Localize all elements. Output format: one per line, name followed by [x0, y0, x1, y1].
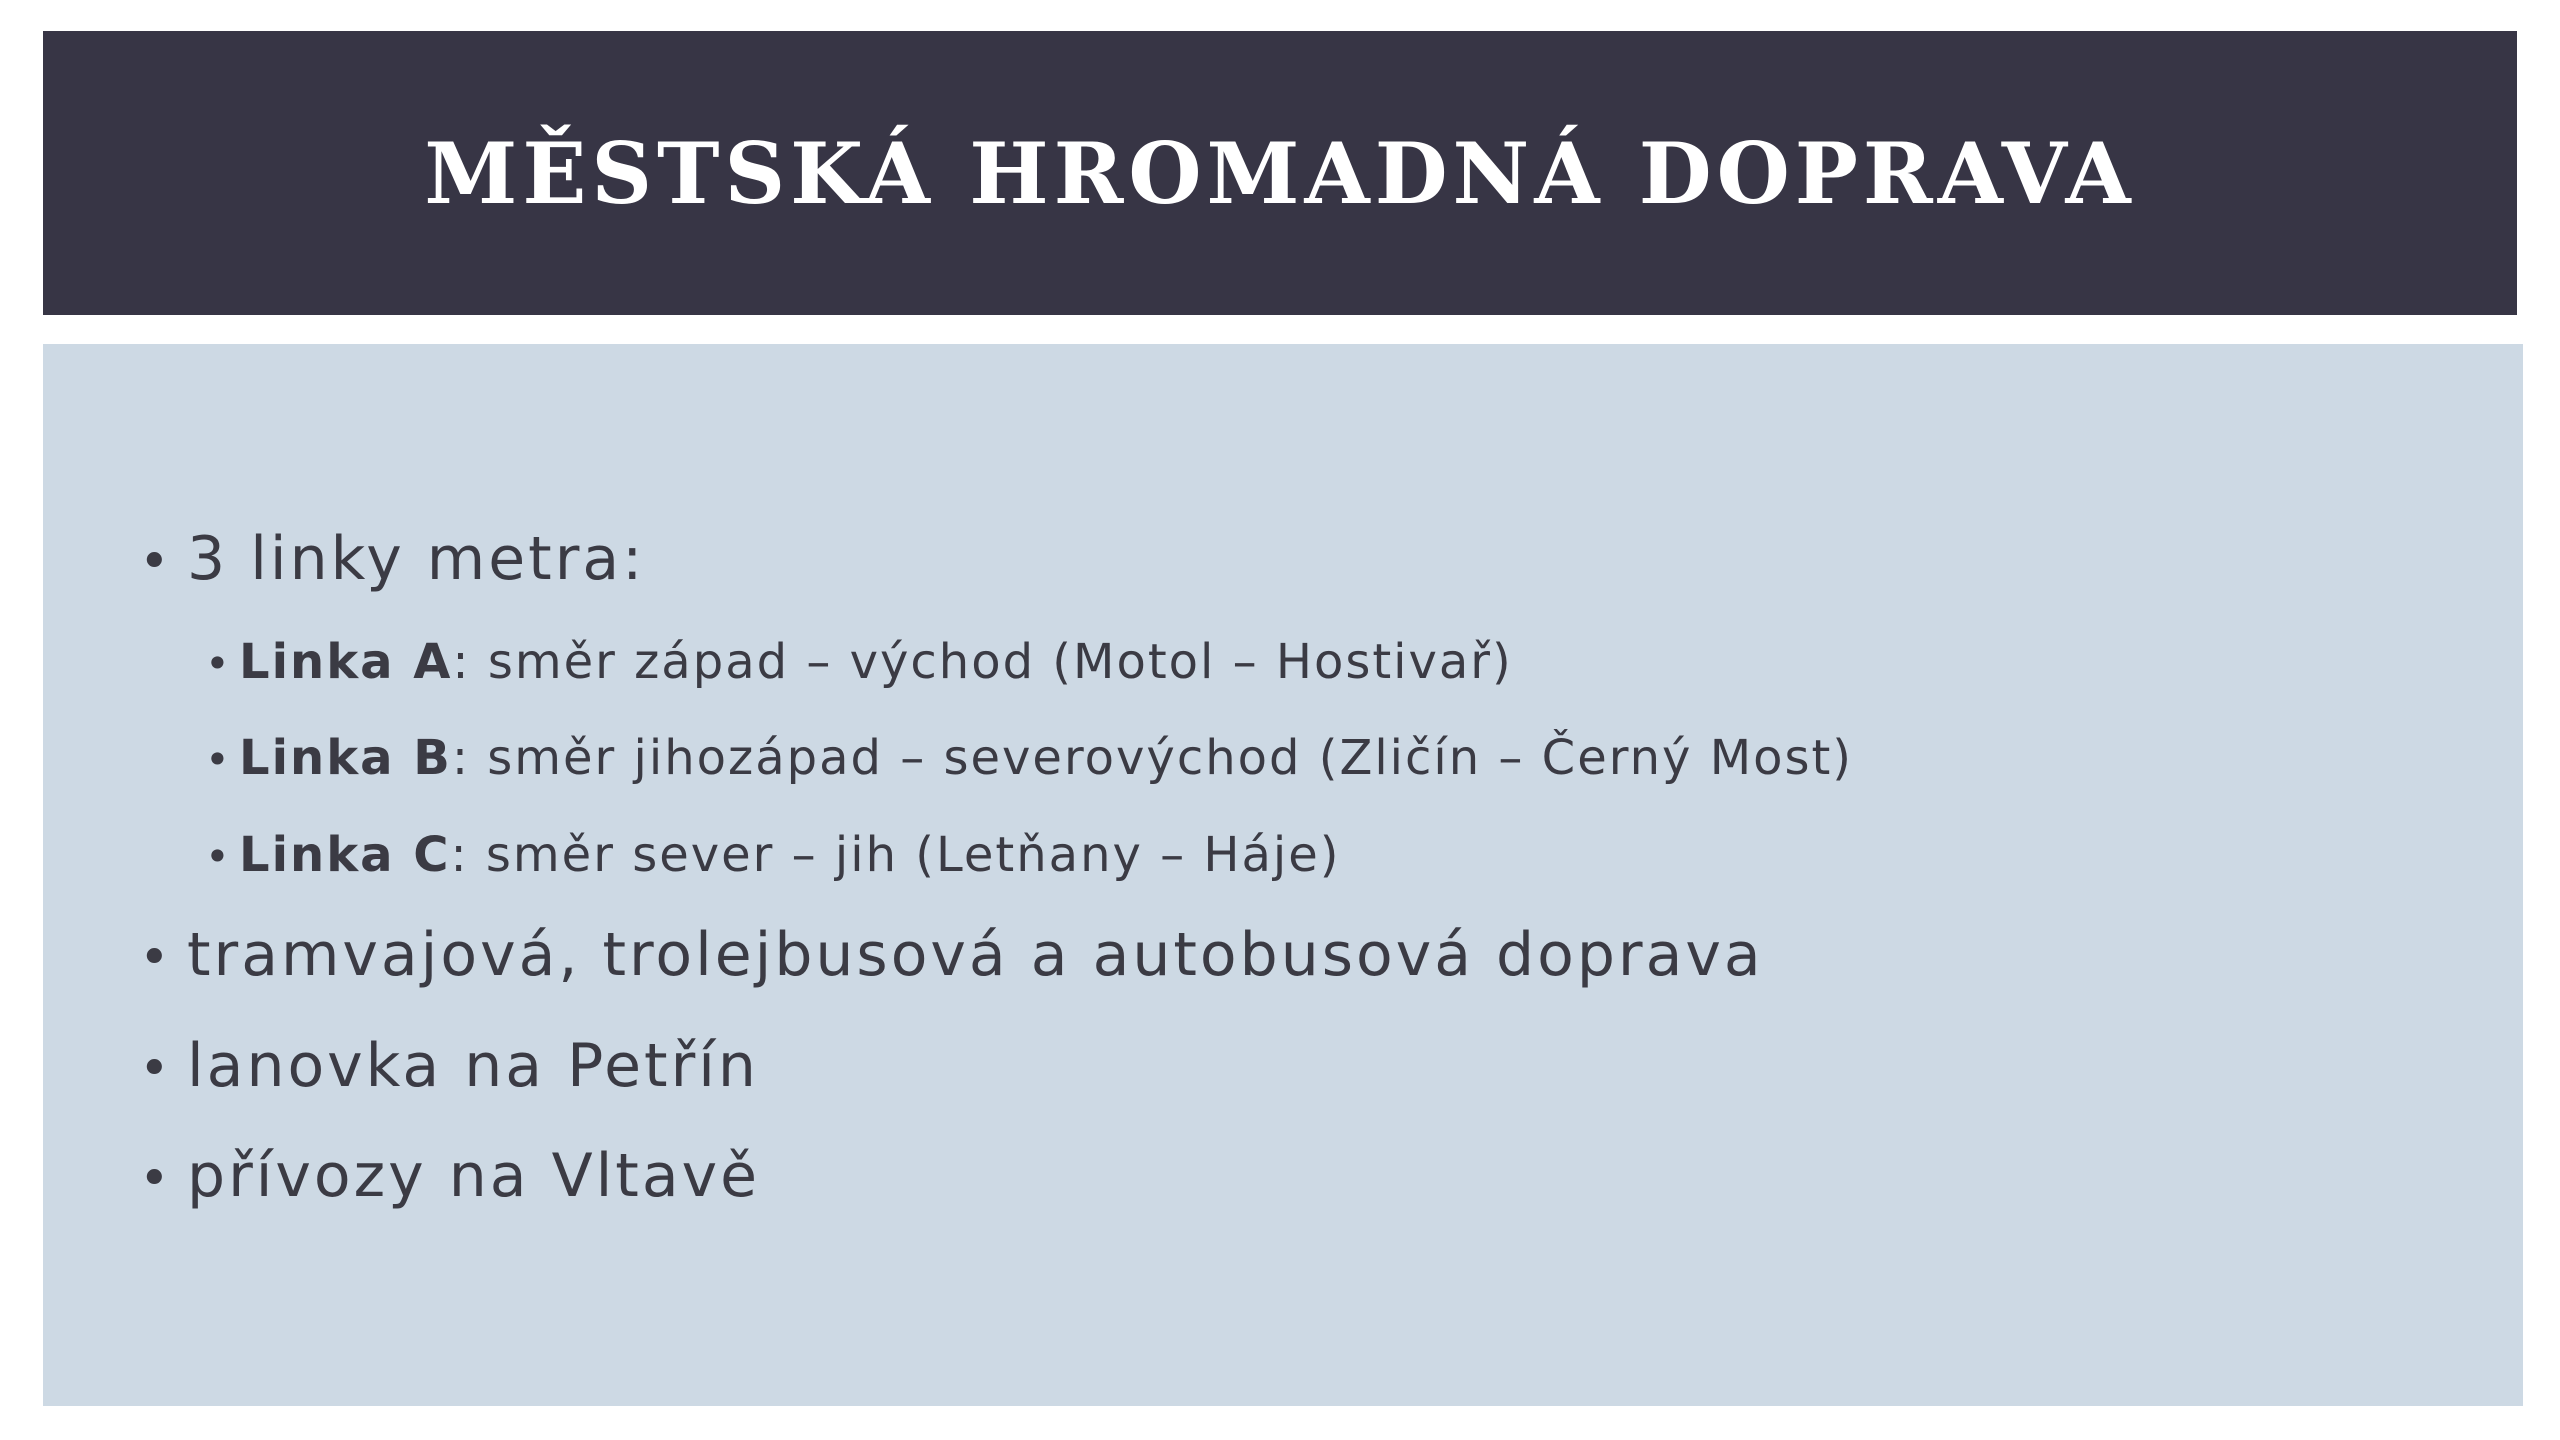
bullet-icon: •	[139, 532, 173, 592]
content-box	[43, 344, 2523, 1406]
sub-bullet-item-line-b	[205, 730, 1853, 786]
line-description: : směr jihozápad – severovýchod (Zličín – Černý Most)	[451, 730, 1854, 786]
bullet-item-funicular	[139, 1031, 759, 1101]
line-name: Linka A	[239, 634, 453, 690]
bullet-icon: •	[139, 1039, 173, 1099]
line-name: Linka B	[239, 730, 452, 786]
bullet-icon: •	[139, 1149, 173, 1209]
bullet-item-ferries	[139, 1141, 760, 1211]
bullet-text: přívozy na Vltavě	[187, 1141, 761, 1211]
bullet-icon: •	[205, 735, 232, 784]
title-bar	[43, 31, 2517, 315]
bullet-icon: •	[139, 928, 173, 988]
bullet-item-surface-transport	[139, 920, 1764, 990]
line-description: : směr západ – východ (Motol – Hostivař)	[452, 634, 1513, 690]
sub-bullet-item-line-a	[205, 634, 1513, 690]
bullet-text: lanovka na Petřín	[187, 1031, 759, 1101]
bullet-icon: •	[205, 832, 232, 881]
sub-bullet-item-line-c	[205, 827, 1341, 883]
bullet-list	[43, 344, 2523, 1406]
bullet-text: 3 linky metra:	[187, 524, 646, 594]
bullet-item-metro-lines	[139, 524, 645, 594]
slide-title: MĚSTSKÁ HROMADNÁ DOPRAVA	[424, 123, 2136, 223]
bullet-icon: •	[205, 639, 232, 688]
line-description: : směr sever – jih (Letňany – Háje)	[450, 827, 1341, 883]
line-name: Linka C	[239, 827, 451, 883]
bullet-text: tramvajová, trolejbusová a autobusová doprava	[187, 920, 1764, 990]
